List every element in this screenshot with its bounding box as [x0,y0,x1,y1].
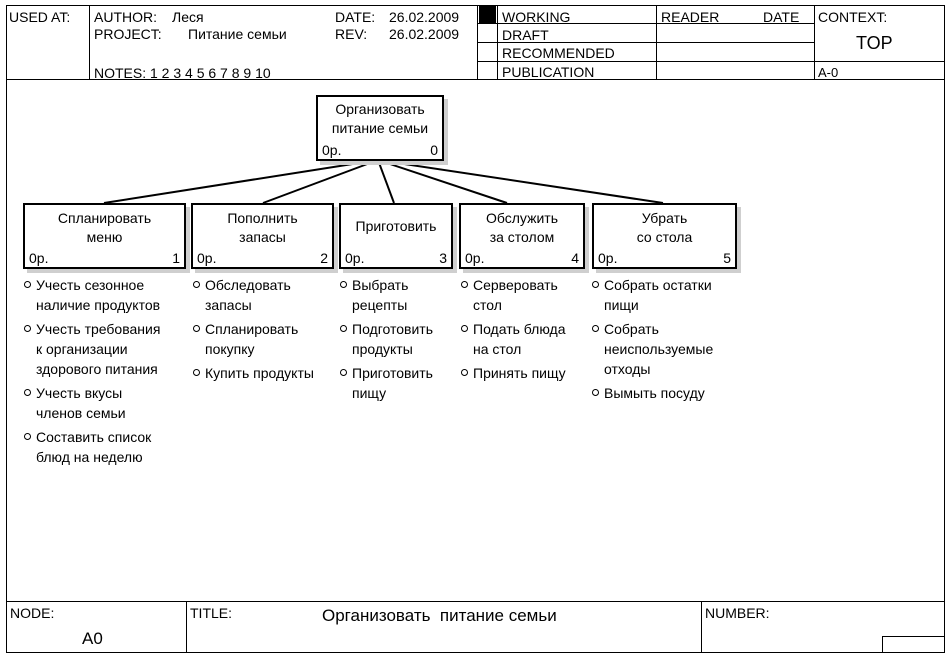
activity-label: Приготовить [355,218,437,234]
activity-cost: 0р. [29,250,49,266]
list-item [338,319,433,359]
rev-value: 26.02.2009 [389,26,460,42]
bullet-icon [24,433,31,440]
list-item-text: Учесть вкусы членов семьи [36,385,126,421]
bullet-list-1 [22,275,160,471]
activity-label: Спланировать меню [57,210,152,245]
activity-cost: 0р. [197,250,217,266]
author-value: Леся [172,9,204,25]
bullet-icon [592,389,599,396]
bullet-icon [340,281,347,288]
list-item-text: Серверовать стол [473,277,558,313]
activity-box-5[interactable] [592,203,737,269]
list-item [22,383,160,423]
list-item [22,275,160,315]
used-at-label: USED AT: [9,9,71,25]
number-label: NUMBER: [705,605,770,621]
activity-box-2[interactable] [191,203,334,269]
list-item-text: Выбрать рецепты [352,277,409,313]
context-value: TOP [856,33,893,53]
bullet-icon [592,325,599,332]
bullet-icon [461,369,468,376]
list-item-text: Учесть требования к организации здорового питания [36,321,161,377]
project-value: Питание семьи [188,26,287,42]
bullet-icon [193,325,200,332]
root-activity-label: Организовать питание семьи [331,101,429,136]
bullet-list-4 [459,275,566,387]
bullet-list-3 [338,275,433,407]
list-item [338,275,433,315]
footer-divider-1 [186,601,187,653]
context-node: A-0 [818,65,839,80]
list-item-text: Купить продукты [205,365,314,381]
list-item-text: Вымыть посуду [604,385,705,401]
status-draft: DRAFT [502,27,549,43]
bullet-icon [340,325,347,332]
node-value: A0 [82,629,103,648]
node-label: NODE: [10,605,55,621]
activity-label: Обслужить за столом [486,210,558,245]
bullet-list-5 [590,275,713,407]
activity-number: 1 [172,250,180,266]
activity-label: Убрать со стола [636,210,693,245]
bullet-icon [24,389,31,396]
project-label: PROJECT: [94,26,162,42]
activity-cost: 0р. [345,250,365,266]
activity-number: 2 [320,250,328,266]
list-item-text: Собрать остатки пищи [604,277,712,313]
activity-number: 3 [439,250,447,266]
list-item [191,363,314,383]
footer-top-rule [6,601,945,602]
bullet-icon [24,325,31,332]
author-label: AUTHOR: [94,9,157,25]
list-item-text: Составить список блюд на неделю [36,429,152,465]
activity-number: 4 [571,250,579,266]
bullet-icon [340,369,347,376]
status-publication: PUBLICATION [502,64,595,80]
bullet-icon [193,369,200,376]
list-item [590,319,713,379]
activity-box-4[interactable] [459,203,585,269]
footer-divider-2 [701,601,702,653]
bullet-icon [461,281,468,288]
context-label: CONTEXT: [818,9,888,25]
list-item [191,275,314,315]
list-item-text: Спланировать покупку [205,321,299,357]
list-item [590,275,713,315]
list-item [22,427,160,467]
activity-cost: 0р. [598,250,618,266]
list-item-text: Учесть сезонное наличие продуктов [36,277,161,313]
list-item [338,363,433,403]
number-box [882,636,945,653]
list-item [191,319,314,359]
status-working: WORKING [502,9,571,25]
list-item [590,383,713,403]
list-item [459,319,566,359]
status-recommended: RECOMMENDED [502,45,615,61]
root-activity-cost: 0р. [322,142,342,158]
list-item [459,275,566,315]
activity-number: 5 [723,250,731,266]
bullet-list-2 [191,275,314,387]
list-item-text: Подготовить продукты [352,321,433,357]
date-value: 26.02.2009 [389,9,460,25]
list-item-text: Подать блюда на стол [473,321,566,357]
bullet-icon [24,281,31,288]
notes-label: NOTES: 1 2 3 4 5 6 7 8 9 10 [94,65,271,81]
list-item-text: Приготовить пищу [352,365,433,401]
reader-label: READER [661,9,720,25]
activity-cost: 0р. [465,250,485,266]
rev-label: REV: [335,26,368,42]
root-activity-number: 0 [430,142,438,158]
bullet-icon [461,325,468,332]
list-item-text: Обследовать запасы [205,277,291,313]
title-label: TITLE: [190,605,233,621]
date-label: DATE: [335,9,376,25]
activity-box-3[interactable] [339,203,453,269]
list-item-text: Собрать неиспользуемые отходы [604,321,714,377]
bullet-icon [193,281,200,288]
reader-date-label: DATE [763,9,800,25]
list-item [459,363,566,383]
bullet-icon [592,281,599,288]
list-item-text: Принять пищу [473,365,566,381]
activity-label: Пополнить запасы [227,210,298,245]
root-activity-box[interactable] [316,95,444,161]
diagram-title: Организовать питание семьи [322,606,557,625]
list-item [22,319,160,379]
activity-box-1[interactable] [23,203,186,269]
